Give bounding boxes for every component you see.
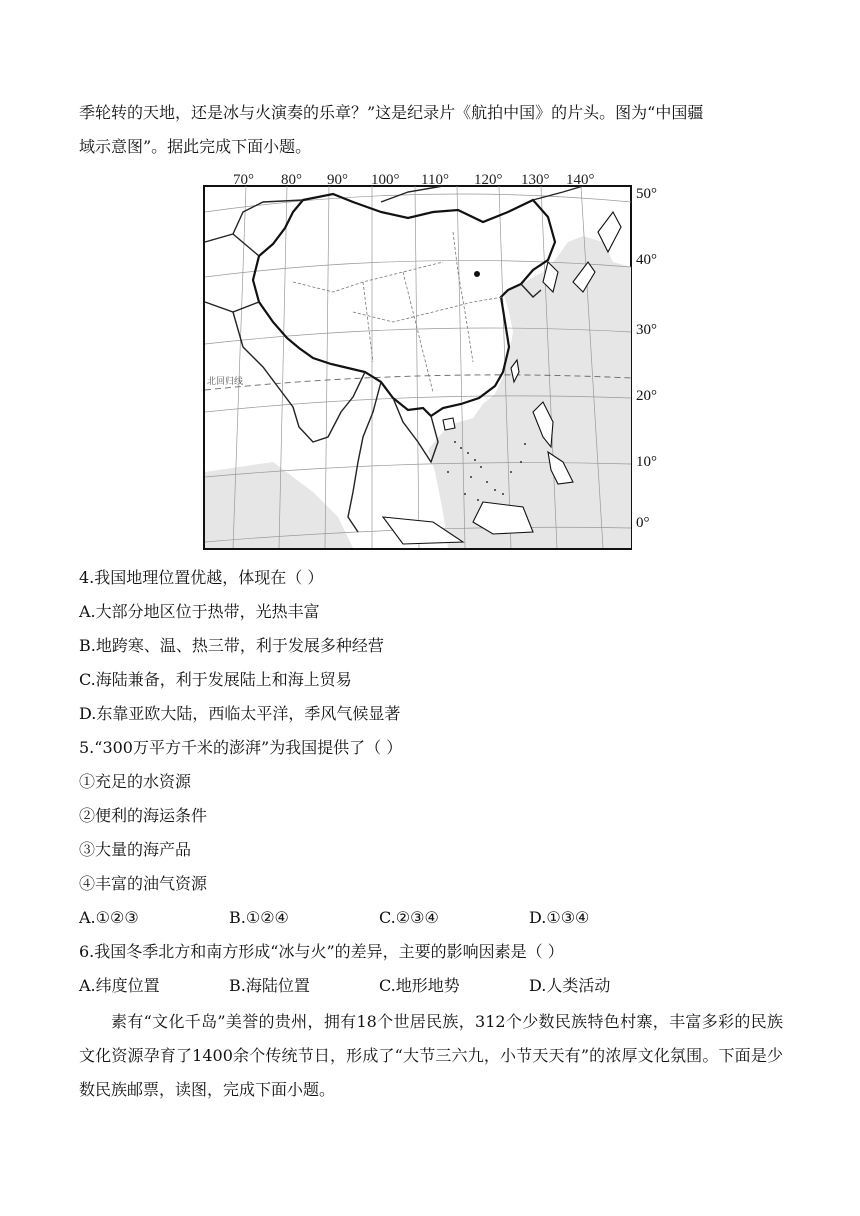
svg-text:130°: 130° <box>521 172 550 188</box>
q6-stem: 6.我国冬季北方和南方形成“冰与火”的差异，主要的影响因素是（ ） <box>79 942 564 961</box>
svg-text:80°: 80° <box>281 172 302 188</box>
china-territory-map <box>203 172 633 552</box>
intro-line-1: 季轮转的天地，还是冰与火演奏的乐章？”这是纪录片《航拍中国》的片头。图为“中国疆 <box>79 103 704 122</box>
intro-line-2: 域示意图”。据此完成下面小题。 <box>79 137 312 156</box>
svg-text:120°: 120° <box>474 172 503 188</box>
q5-option-b[interactable]: B.①②④ <box>229 908 289 927</box>
q6-option-b[interactable]: B.海陆位置 <box>229 976 310 995</box>
svg-text:110°: 110° <box>421 172 449 188</box>
tick-0: 0° <box>636 515 650 531</box>
q6-option-d[interactable]: D.人类活动 <box>529 976 611 995</box>
svg-text:70°: 70° <box>233 172 254 188</box>
q4-option-b[interactable]: B.地跨寒、温、热三带，利于发展多种经营 <box>79 636 384 655</box>
q5-item-3: ③大量的海产品 <box>79 840 192 859</box>
tropic-label: 北回归线 <box>207 377 244 387</box>
q5-item-4: ④丰富的油气资源 <box>79 874 208 893</box>
capital-marker <box>474 271 480 277</box>
q4-option-a[interactable]: A.大部分地区位于热带，光热丰富 <box>79 602 320 621</box>
q5-option-a[interactable]: A.①②③ <box>79 908 139 927</box>
svg-text:140°: 140° <box>566 172 595 188</box>
tick-10: 10° <box>636 454 657 470</box>
q4-option-c[interactable]: C.海陆兼备，利于发展陆上和海上贸易 <box>79 670 352 689</box>
q4-stem: 4.我国地理位置优越，体现在（ ） <box>79 568 324 587</box>
tick-50: 50° <box>636 186 657 202</box>
svg-text:90°: 90° <box>327 172 348 188</box>
q5-item-1: ①充足的水资源 <box>79 772 192 791</box>
q5-option-d[interactable]: D.①③④ <box>529 908 590 927</box>
q6-option-a[interactable]: A.纬度位置 <box>79 976 160 995</box>
tick-20: 20° <box>636 388 657 404</box>
q5-option-c[interactable]: C.②③④ <box>379 908 439 927</box>
svg-text:100°: 100° <box>371 172 400 188</box>
q5-stem: 5.“300万平方千米的澎湃”为我国提供了（ ） <box>79 738 403 757</box>
q5-item-2: ②便利的海运条件 <box>79 806 208 825</box>
q4-option-d[interactable]: D.东靠亚欧大陆，西临太平洋，季风气候显著 <box>79 704 401 723</box>
tick-30: 30° <box>636 322 657 338</box>
tick-40: 40° <box>636 252 657 268</box>
passage-guizhou: 素有“文化千岛”美誉的贵州，拥有18个世居民族，312个少数民族特色村寨，丰富多彩的民族文化资源孕育了1400余个传统节日，形成了“大节三六九，小节天天有”的浓厚文化氛围。下面是少数民族邮票，读图，完成下面小题。 <box>79 1012 783 1099</box>
q6-option-c[interactable]: C.地形地势 <box>379 976 460 995</box>
